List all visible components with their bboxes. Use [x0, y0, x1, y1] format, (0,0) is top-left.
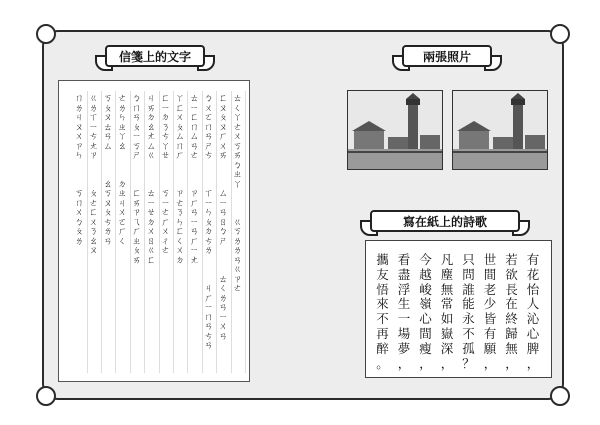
letter-column: ㄈ ㄧ ㄉ ㄋ ㄘ ㄚ ㄝ ㄎ ㄧ ㄜ ㄏ ㄨ ㄔ ㄜ [160, 94, 170, 256]
letter-rule [187, 91, 188, 373]
letter-column: ㄚ ㄈ ㄨ ㄆ ㄙ ㄇ ㄏ ㄗ ㄜ ㄋ ㄣ ㄈ ㄑ ㄨ ㄉ [175, 94, 185, 266]
letter-rule [173, 91, 174, 373]
letter-rule [101, 91, 102, 373]
poem-line: 凡 塵 無 常 如 嶽 深 ， [440, 252, 454, 371]
letter-column: ㄐ ㄞ ㄉ ㄠ ㄤ ㄙ ㄍ ㄊ ㄧ ㄝ ㄉ ㄨ ㄖ ㄍ ㄈ [146, 94, 156, 266]
letter-rule [144, 91, 145, 373]
corner-ornament [550, 386, 570, 406]
corner-ornament [36, 386, 56, 406]
photos-title: 兩張照片 [402, 45, 492, 67]
poem-line: 今 越 峻 嶺 心 間 瘦 ， [419, 252, 432, 371]
corner-ornament [36, 24, 56, 44]
letter-rule [115, 91, 116, 373]
letter-column: ㄈ ㄡ ㄆ ㄡ ㄏ ㄨ ㄞ ㄙ ㄧ ㄢ ㄖ ㄅ ㄕ ㄊ ㄑ ㄌ ㄢ ㄧ ㄨ ㄢ [218, 94, 228, 342]
poem-title: 寫在紙上的詩歌 [370, 210, 520, 232]
letter-rule [216, 91, 217, 373]
poem-banner [360, 210, 530, 236]
photo-right [452, 90, 548, 170]
letter-rule [130, 91, 131, 373]
photo-left [347, 90, 443, 170]
poem-line: 有 花 怡 人 沁 心 脾 ， [526, 252, 540, 371]
letter-rule [245, 91, 246, 373]
letter-column: ㄅ ㄇ ㄢ ㄆ ㄧ ㄎ ㄕ ㄈ ㄞ ㄗ ㄟ ㄏ ㄓ ㄆ ㄞ [132, 94, 142, 266]
poem-line: 若 欲 長 在 終 歸 無 ， [505, 252, 518, 371]
poem-line: 看 盡 浮 生 一 場 夢 ， [397, 252, 411, 371]
letter-column: ㄊ ㄧ ㄈ ㄇ ㄙ ㄢ ㄜ ㄗ ㄏ ㄢ ㄧ ㄢ ㄏ ㄧ ㄤ [189, 94, 199, 266]
letter-column: ㄎ ㄆ ㄡ ㄊ ㄢ ㄙ ㄠ ㄎ ㄡ ㄆ ㄘ ㄌ ㄢ [103, 94, 113, 247]
letter-rule [231, 91, 232, 373]
letter-paper [58, 80, 250, 382]
letter-rule [87, 91, 88, 373]
poem-paper [365, 240, 552, 378]
photos-banner [392, 45, 502, 71]
poem-line: 攜 友 悟 來 不 再 醉 。 [376, 252, 389, 371]
letter-rule [202, 91, 203, 373]
letter-column: ㄜ ㄌ ㄣ ㄓ ㄚ ㄠ ㄉ ㄓ ㄐ ㄨ ㄛ ㄏ ㄑ [117, 94, 127, 247]
letter-banner [95, 45, 215, 71]
poem-line: 世 間 老 少 皆 有 願 ， [483, 252, 497, 371]
letter-column: ㄅ ㄨ ㄛ ㄇ ㄢ ㄕ ㄘ ㄒ ㄧ ㄣ ㄆ ㄉ ㄘ ㄌ ㄐ ㄏ ㄧ ㄇ ㄢ ㄘ ㄢ [204, 94, 214, 351]
letter-column: ㄇ ㄌ ㄐ ㄡ ㄨ ㄗ ㄣ ㄎ ㄇ ㄨ ㄅ ㄆ ㄌ [74, 94, 84, 247]
letter-title: 信箋上的文字 [105, 45, 205, 67]
corner-ornament [550, 24, 570, 44]
letter-rule [159, 91, 160, 373]
poem-line: 只 問 誰 能 永 不 孤 ？ [462, 252, 475, 371]
letter-column: ㄍ ㄌ ㄒ ㄧ ㄘ ㄤ ㄗ ㄆ ㄜ ㄈ ㄨ ㄋ ㄠ ㄡ [88, 94, 98, 256]
letter-column: ㄊ ㄑ ㄚ ㄜ ㄨ ㄎ ㄞ ㄅ ㄓ ㄚ ㄍ ㄎ ㄌ ㄌ ㄢ ㄍ ㄗ ㄜ [232, 94, 242, 294]
